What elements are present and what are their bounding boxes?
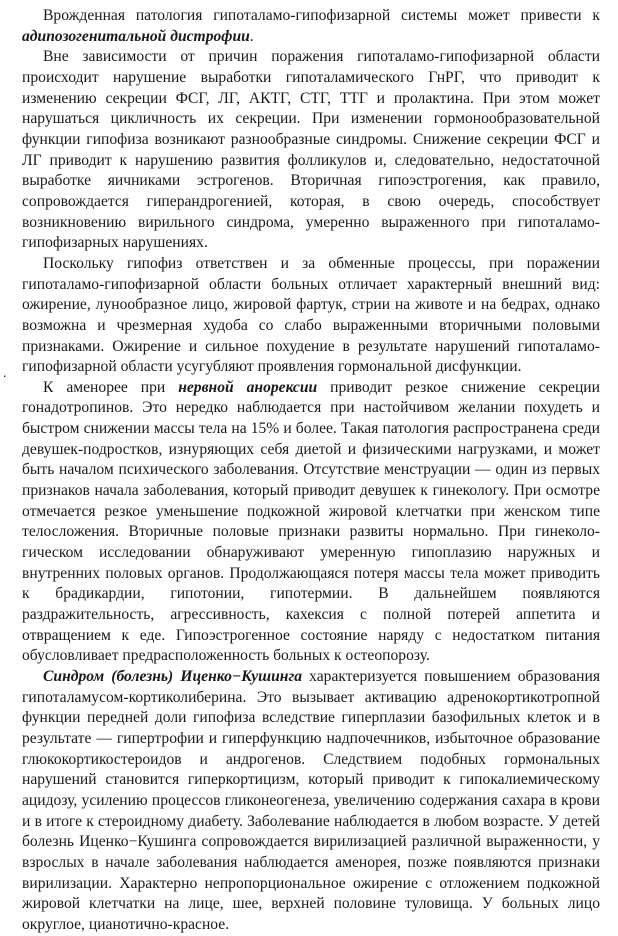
text-run: Поскольку гипофиз ответствен и за обменные процессы, при поражении гипоталамо-гипофизарной области больных отличает характерный внешний вид: ожирение, лунообразное лицо, жировой фартук, стрии на животе и на бедрах, однако возможна и чрезмерная худоба со слабо выраженными вторичными половыми признаками. Ожирение и сильное похудение в результате нарушений гипоталамо-гипофизарной области усугубляют проявления гормональной дисфункции.	[22, 254, 600, 376]
paragraph-1	[22, 6, 600, 47]
text-run: .	[249, 27, 254, 45]
paragraph-3	[22, 254, 600, 378]
text-run: Вне зависимости от причин поражения гипоталамо-гипофизарной области происходит нарушение выработки гипоталамического ГнРГ, что приводит к изменению секреции ФСГ, ЛГ, АКТГ, СТГ, ТТГ и пролактина. При этом может нарушаться цикличность их секреции. При изменении гормонообразовательной функции гипофиза возникают разнообразные синдромы. Снижение секреции ФСГ и ЛГ приводит к нарушению развития фолликулов и, следовательно, недостаточной выработке яичниками эстрогенов. Вторичная гипоэстрогения, как правило, сопровождается гиперандрогенией, которая, в свою очередь, способствует возникновению вирильного синдрома, умеренно выраженного при гипоталамо-гипофизарных нарушениях.	[22, 48, 600, 252]
margin-mark: .	[3, 366, 7, 381]
paragraph-4	[22, 378, 600, 667]
page-text	[22, 6, 600, 936]
emphasized-term: адипозогенитальной дистрофии	[22, 27, 250, 45]
text-run: приводит резкое снижение секреции гонадотропинов. Это нередко наблюдается при настойчивом желании похудеть и быстром снижении массы тела на 15% и более. Такая патология распространена среди девушек-подростков, изнуряющих себя диетой и физическими нагрузками, и может быть началом психического заболевания. Отсутствие менструации — один из первых признаков начала заболевания, который приводит девушек к гинекологу. При осмотре отмечается резкое уменьшение подкожной жировой клетчатки при женском типе телосложения. Вторичные половые признаки развиты нормально. При гинекологическом исследовании обнаруживают умеренную гипоплазию наружных и внутренних половых органов. Продолжающаяся потеря массы тела может приводить к брадикардии, гипотонии, гипотермии. В дальнейшем появляются раздражительность, агрессивность, кахексия с полной потерей аппетита и отвращением к еде. Гипоэстрогенное состояние наряду с недостатком питания обусловливает предрасположенность больных к остеопорозу.	[22, 378, 600, 665]
text-run: К аменорее при	[43, 378, 179, 396]
paragraph-2	[22, 47, 600, 254]
text-run: Врожденная патология гипоталамо-гипофизарной системы может привести к	[43, 7, 600, 24]
emphasized-term: нервной анорексии	[178, 378, 318, 396]
emphasized-term: Синдром (болезнь) Иценко−Кушинга	[43, 668, 303, 685]
text-run: характеризуется повышением образования гипоталамусом-кортиколиберина. Это вызывает активацию адренокортикотропной функции передней доли гипофиза вследствие гиперплазии базофильных клеток и в результате — гипертрофии и гиперфункцию надпочечников, избыточное образование глюкокортикостероидов и андрогенов. Следствием подобных гормональных нарушений становится гиперкортицизм, который приводит к гипокалиемическому ацидозу, усилению процессов гликонеогенеза, увеличению содержания сахара в крови и в итоге к стероидному диабету. Заболевание наблюдается в любом возрасте. У детей болезнь Иценко−Кушинга сопровождается вирилизацией различной выраженности, у взрослых в начале заболевания наблюдается аменорея, позже появляются признаки вирилизации. Характерно непропорциональное ожирение с отложением подкожной жировой клетчатки на лице, шее, верхней половине туловища. У больных лицо округлое, цианотично-красное.	[22, 668, 600, 933]
paragraph-5	[22, 667, 600, 936]
